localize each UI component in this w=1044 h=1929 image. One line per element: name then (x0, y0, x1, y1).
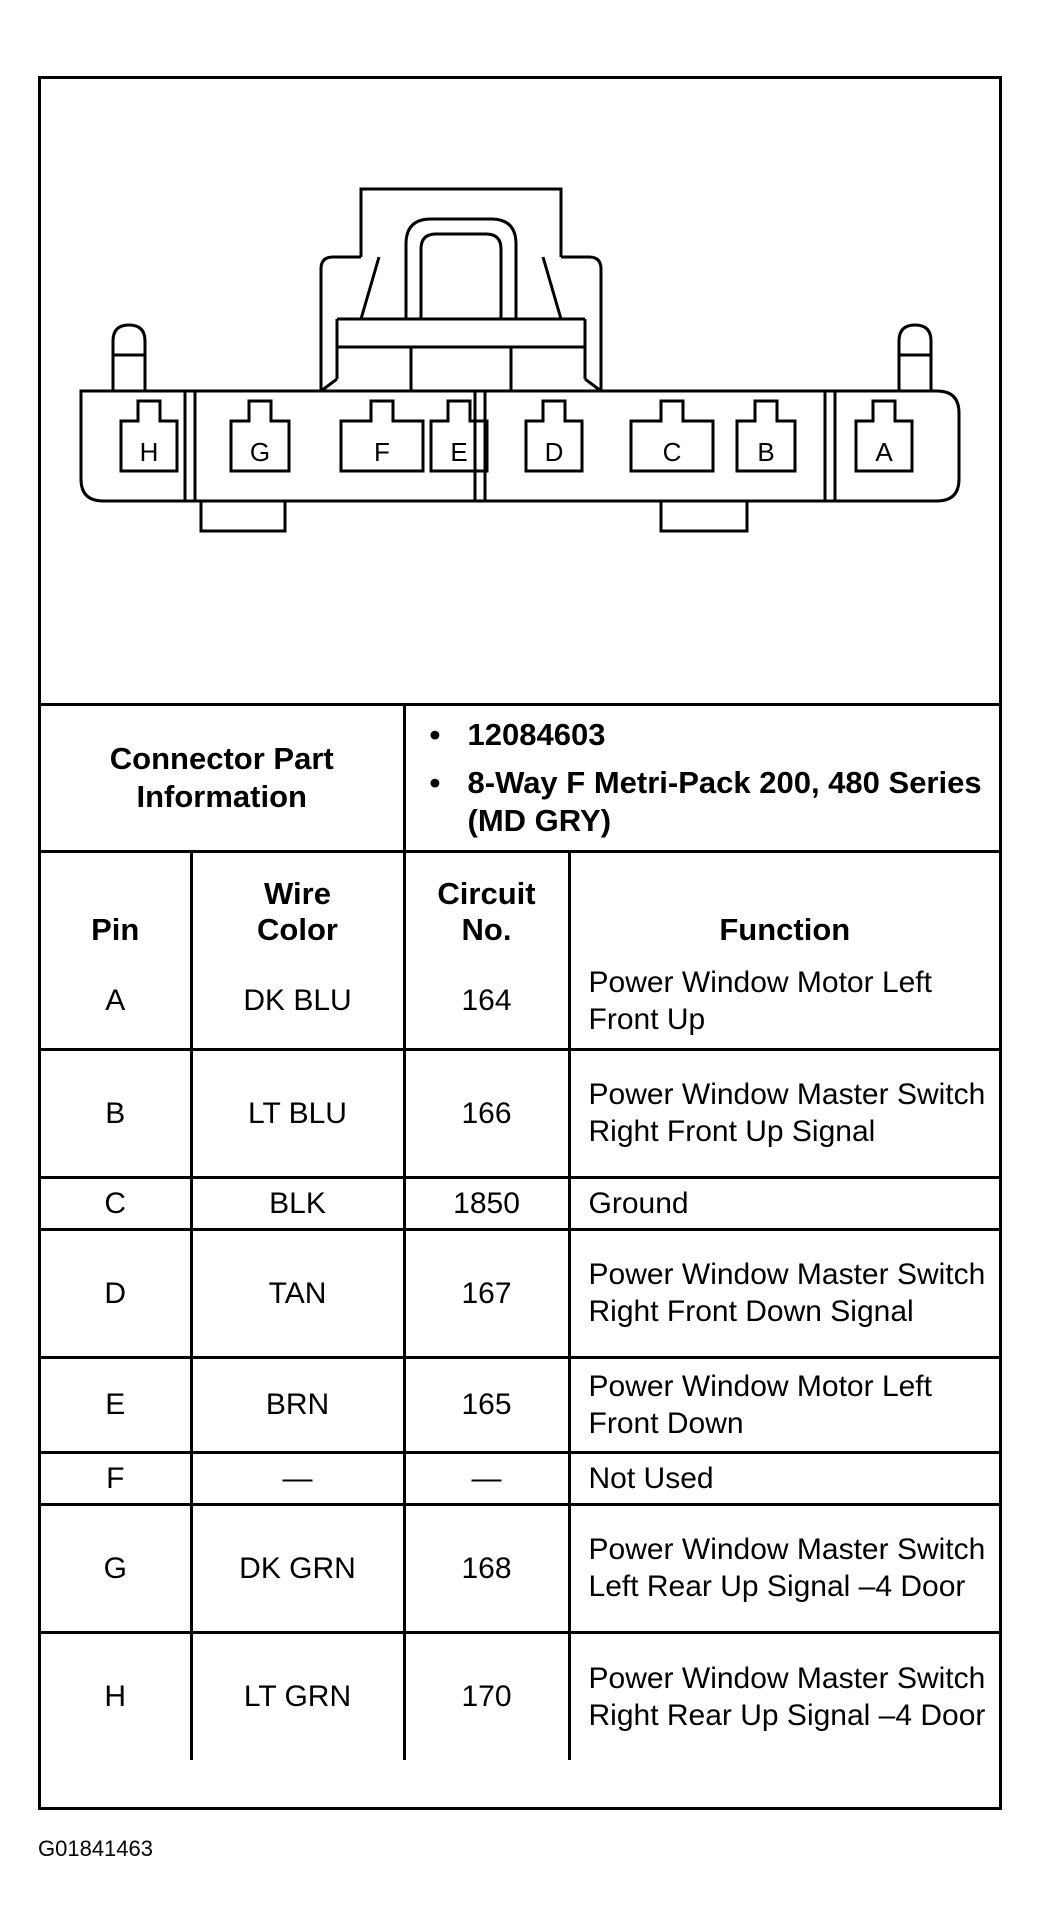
circuit-cell: 166 (404, 1049, 569, 1177)
pin-label-c: C (662, 437, 682, 467)
part-description: 8-Way F Metri-Pack 200, 480 Series (MD GRY) (467, 765, 982, 838)
wire-color-cell: BRN (191, 1357, 404, 1452)
circuit-cell: 170 (404, 1632, 569, 1760)
wire-color-cell: DK GRN (191, 1504, 404, 1632)
bullet-icon: • (429, 717, 441, 752)
function-cell: Power Window Master Switch Right Front Up Signal (569, 1049, 999, 1177)
pin-label-a: A (875, 437, 893, 467)
pin-cell: B (41, 1049, 191, 1177)
info-row (41, 706, 999, 852)
info-label: Connector Part Information (41, 706, 404, 852)
wire-color-cell: LT GRN (191, 1632, 404, 1760)
pin-cell: F (41, 1452, 191, 1504)
pin-cell: H (41, 1632, 191, 1760)
connector-table (41, 706, 999, 1760)
circuit-cell: — (404, 1452, 569, 1504)
pin-cell: E (41, 1357, 191, 1452)
wire-color-cell: DK BLU (191, 954, 404, 1049)
function-cell: Power Window Master Switch Left Rear Up Signal –4 Door (569, 1504, 999, 1632)
pin-cell: C (41, 1177, 191, 1229)
figure-id: G01841463 (38, 1836, 153, 1861)
pin-label-d: D (544, 437, 564, 467)
pin-label-h: H (139, 437, 159, 467)
header-wire-color: Wire Color (191, 852, 404, 955)
circuit-cell: 164 (404, 954, 569, 1049)
connector-diagram (41, 79, 999, 706)
header-row (41, 852, 999, 955)
wire-color-cell: BLK (191, 1177, 404, 1229)
wire-color-cell: TAN (191, 1229, 404, 1357)
function-cell: Power Window Master Switch Right Front Down Signal (569, 1229, 999, 1357)
function-cell: Ground (569, 1177, 999, 1229)
connector-drawing (41, 79, 999, 703)
table-row (41, 1504, 999, 1632)
header-pin: Pin (41, 852, 191, 955)
connector-sheet (38, 76, 1002, 1810)
circuit-cell: 165 (404, 1357, 569, 1452)
wire-color-cell: LT BLU (191, 1049, 404, 1177)
pin-cell: A (41, 954, 191, 1049)
table-row (41, 1177, 999, 1229)
pin-cell: D (41, 1229, 191, 1357)
function-cell: Power Window Motor Left Front Up (569, 954, 999, 1049)
bullet-icon: • (429, 765, 441, 800)
header-function: Function (569, 852, 999, 955)
function-cell: Power Window Master Switch Right Rear Up Signal –4 Door (569, 1632, 999, 1760)
table-row (41, 1049, 999, 1177)
wire-color-cell: — (191, 1452, 404, 1504)
circuit-cell: 1850 (404, 1177, 569, 1229)
pin-label-g: G (249, 437, 271, 467)
function-cell: Not Used (569, 1452, 999, 1504)
pin-label-e: E (450, 437, 468, 467)
table-row (41, 954, 999, 1049)
pin-label-f: F (374, 437, 390, 467)
pin-cell: G (41, 1504, 191, 1632)
table-row (41, 1632, 999, 1760)
table-row (41, 1452, 999, 1504)
pin-label-b: B (757, 437, 775, 467)
header-circuit: Circuit No. (404, 852, 569, 955)
part-number: 12084603 (467, 717, 606, 752)
info-values (404, 706, 999, 852)
circuit-cell: 167 (404, 1229, 569, 1357)
function-cell: Power Window Motor Left Front Down (569, 1357, 999, 1452)
table-row (41, 1229, 999, 1357)
circuit-cell: 168 (404, 1504, 569, 1632)
table-row (41, 1357, 999, 1452)
